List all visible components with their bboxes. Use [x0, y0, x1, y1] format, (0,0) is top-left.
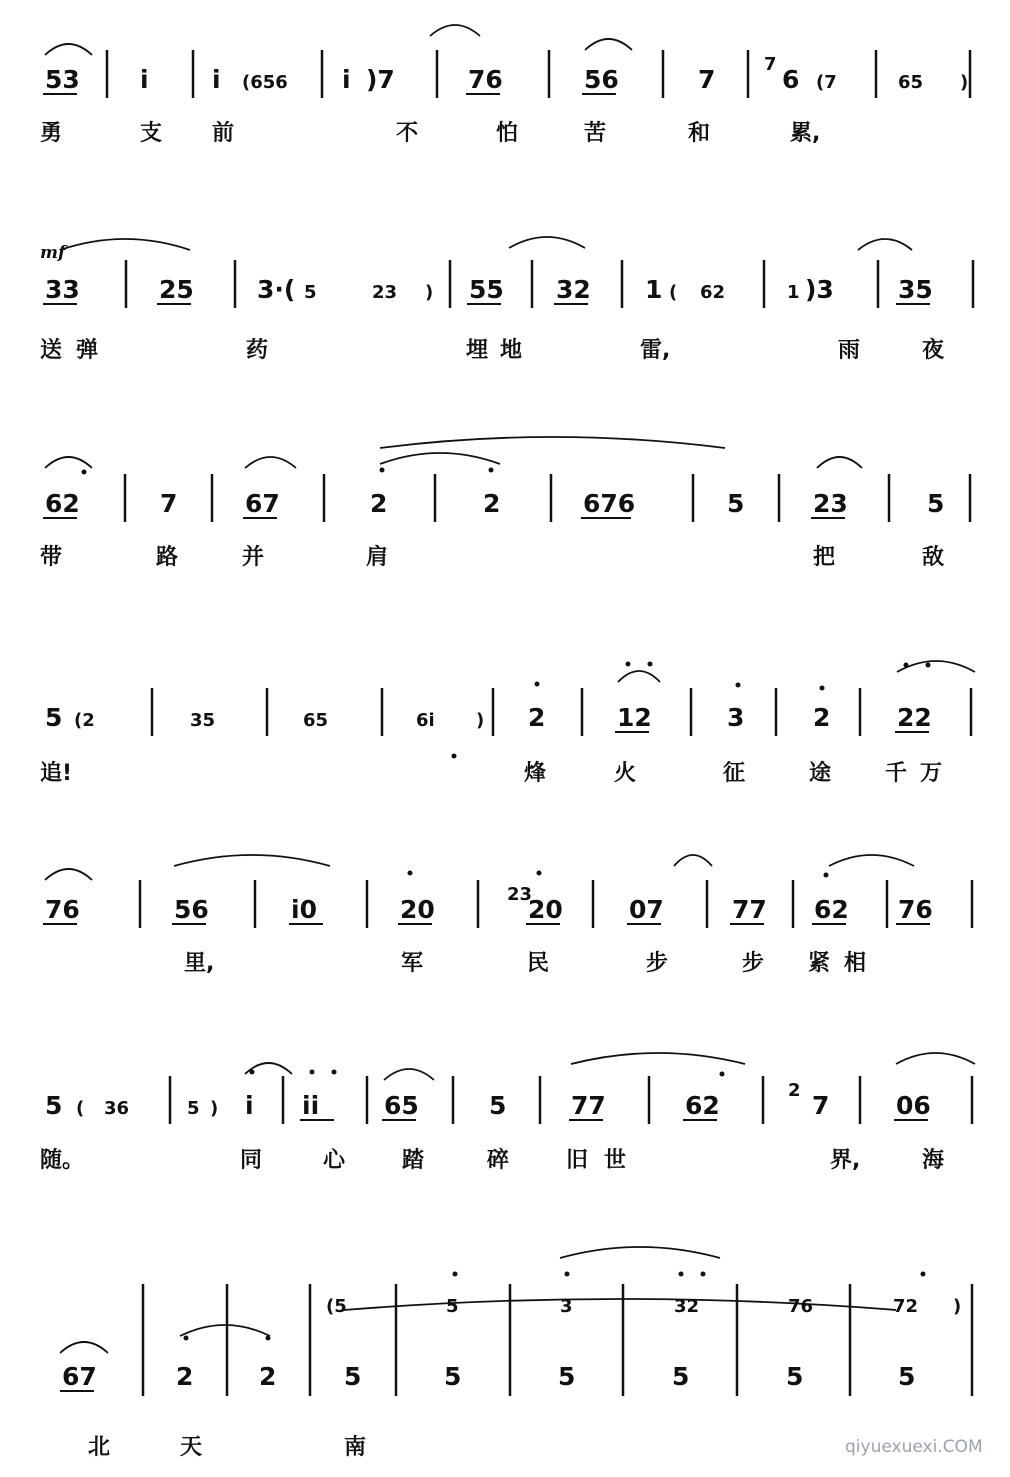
lyric-syllable: 心 [323, 1148, 346, 1173]
slur [560, 1247, 720, 1258]
slur [829, 855, 914, 866]
note-digit: 65 [303, 710, 329, 731]
lyric-syllable: 海 [922, 1148, 945, 1173]
note-digit: 36 [104, 1098, 130, 1119]
octave-dot [824, 873, 829, 878]
note-digit: 23 [372, 282, 398, 303]
note-digit: 5 [45, 703, 63, 732]
note-digit: 1 [645, 275, 663, 304]
staff-row [40, 474, 970, 570]
note-digit: 25 [159, 275, 194, 304]
note-digit: 2 [370, 489, 388, 518]
note-digit: 22 [897, 703, 932, 732]
note-digit: 5 [344, 1362, 362, 1391]
lyric-syllable: 地 [500, 338, 523, 363]
octave-dot [820, 686, 825, 691]
note-digit: 62 [700, 282, 726, 303]
slur [430, 25, 480, 36]
note-digit: 35 [898, 275, 933, 304]
note-digit: 62 [814, 895, 849, 924]
lyric-syllable: 同 [240, 1148, 263, 1173]
note-digit: 35 [190, 710, 216, 731]
octave-dot [82, 470, 87, 475]
note-digit: 33 [45, 275, 80, 304]
note-digit: 06 [896, 1091, 931, 1120]
note-digit: )3 [805, 275, 834, 304]
note-digit: 676 [583, 489, 636, 518]
lyric-syllable: 世 [604, 1148, 627, 1173]
note-digit: (7 [816, 72, 837, 93]
note-digit: (5 [326, 1296, 347, 1317]
lyric-syllable: 埋 [466, 338, 489, 363]
note-digit: 2 [176, 1362, 194, 1391]
octave-dot [332, 1070, 337, 1075]
grace-note: 2 [788, 1080, 801, 1101]
note-digit: 3·( [257, 275, 296, 304]
octave-dot [679, 1272, 684, 1277]
lyric-syllable: 步 [646, 951, 669, 976]
note-digit: 5 [672, 1362, 690, 1391]
note-digit: 76 [898, 895, 933, 924]
lyric-syllable: 天 [180, 1435, 203, 1460]
staff-row [40, 1076, 972, 1173]
slur [174, 855, 330, 866]
note-digit: 1 [787, 282, 800, 303]
lyric-syllable: 肩 [366, 545, 389, 570]
note-digit: 76 [788, 1296, 814, 1317]
octave-dot [452, 754, 457, 759]
note-digit: 07 [629, 895, 664, 924]
note-digit: 5 [489, 1091, 507, 1120]
lyric-syllable: 带 [40, 545, 63, 570]
lyric-syllable: 步 [742, 951, 765, 976]
note-digit: i [342, 65, 351, 94]
lyric-syllable: 碎 [487, 1148, 510, 1173]
lyric-syllable: 雷, [640, 338, 671, 363]
note-digit: 3 [727, 703, 745, 732]
note-digit: 67 [62, 1362, 97, 1391]
staff-row [40, 50, 970, 146]
lyric-syllable: 南 [344, 1435, 367, 1460]
note-digit: 76 [468, 65, 503, 94]
lyric-syllable: 前 [212, 121, 235, 146]
octave-dot [537, 871, 542, 876]
octave-dot [310, 1070, 315, 1075]
octave-dot [535, 682, 540, 687]
staff-row [40, 688, 971, 786]
lyric-syllable: 征 [723, 761, 746, 786]
octave-dot [648, 662, 653, 667]
lyric-syllable: 紧 [808, 951, 831, 976]
lyric-syllable: 踏 [402, 1148, 425, 1173]
grace-note: 23 [507, 884, 533, 905]
lyric-syllable: 相 [844, 951, 867, 976]
lyric-syllable: 怕 [496, 121, 519, 146]
lyric-syllable: 万 [920, 761, 943, 786]
octave-dot [453, 1272, 458, 1277]
lyric-syllable: 药 [246, 338, 269, 363]
lyric-syllable: 夜 [922, 338, 945, 363]
lyric-syllable: 把 [813, 545, 836, 570]
lyric-syllable: 支 [140, 121, 163, 146]
octave-dot [250, 1070, 255, 1075]
note-digit: 7 [160, 489, 178, 518]
note-digit: 20 [400, 895, 435, 924]
note-digit: 56 [584, 65, 619, 94]
lyric-syllable: 追! [40, 761, 73, 786]
note-digit: 5 [898, 1362, 916, 1391]
slur [618, 671, 660, 682]
slur [45, 869, 92, 880]
grace-note: 7 [764, 54, 777, 75]
note-digit: 5 [187, 1098, 200, 1119]
note-digit: 55 [469, 275, 504, 304]
slur [585, 39, 632, 50]
lyric-syllable: 军 [401, 951, 424, 976]
slur [571, 1053, 745, 1064]
octave-dot [701, 1272, 706, 1277]
note-digit: 72 [893, 1296, 919, 1317]
note-digit: 62 [45, 489, 80, 518]
lyric-syllable: 界, [830, 1148, 861, 1173]
octave-dot [926, 663, 931, 668]
note-digit: 5 [45, 1091, 63, 1120]
note-digit: 32 [674, 1296, 700, 1317]
lyric-syllable: 勇 [40, 121, 63, 146]
lyric-syllable: 里, [184, 951, 215, 976]
note-digit: 6i [416, 710, 435, 731]
lyric-syllable: 和 [688, 121, 711, 146]
slur [380, 437, 725, 448]
octave-dot [921, 1272, 926, 1277]
lyric-syllable: 路 [156, 545, 179, 570]
note-digit: 5 [786, 1362, 804, 1391]
lyric-syllable: 并 [242, 545, 265, 570]
slur [245, 457, 296, 468]
lyric-syllable: 苦 [584, 121, 607, 146]
lyric-syllable: 随。 [40, 1148, 85, 1173]
slur [674, 855, 712, 866]
note-digit: ) [476, 710, 485, 731]
note-digit: 2 [528, 703, 546, 732]
staff-row [60, 1284, 972, 1460]
slur [509, 237, 585, 248]
octave-dot [565, 1272, 570, 1277]
lyric-syllable: 民 [527, 951, 550, 976]
lyric-syllable: 弹 [76, 338, 99, 363]
lyric-syllable: 旧 [566, 1148, 589, 1173]
octave-dot [184, 1336, 189, 1341]
slur [45, 44, 92, 55]
note-digit: 12 [617, 703, 652, 732]
lyric-syllable: 千 [885, 761, 908, 786]
note-digit: 20 [528, 895, 563, 924]
note-digit: ( [669, 282, 678, 303]
note-digit: 56 [174, 895, 209, 924]
note-digit: 53 [45, 65, 80, 94]
note-digit: 77 [571, 1091, 606, 1120]
note-digit: i [245, 1091, 254, 1120]
note-digit: 5 [727, 489, 745, 518]
note-digit: 32 [556, 275, 591, 304]
staff-row [40, 243, 973, 363]
slur [344, 1299, 896, 1310]
note-digit: 7 [812, 1091, 830, 1120]
slur [817, 457, 862, 468]
note-digit: ) [960, 72, 969, 93]
note-digit: i [212, 65, 221, 94]
slur [896, 1053, 975, 1064]
note-digit: 7 [698, 65, 716, 94]
slur [380, 453, 500, 464]
slur [60, 239, 190, 250]
slur [45, 457, 92, 468]
note-digit: 5 [558, 1362, 576, 1391]
lyric-syllable: 敌 [922, 545, 945, 570]
lyric-syllable: 送 [40, 338, 63, 363]
note-digit: ) [425, 282, 434, 303]
watermark-text: qiyuexuexi.COM [845, 1437, 983, 1457]
note-digit: 2 [259, 1362, 277, 1391]
note-digit: 76 [45, 895, 80, 924]
note-digit: i [140, 65, 149, 94]
lyric-syllable: 火 [614, 761, 637, 786]
note-digit: 77 [732, 895, 767, 924]
note-digit: 5 [446, 1296, 459, 1317]
note-digit: 5 [304, 282, 317, 303]
octave-dot [489, 468, 494, 473]
octave-dot [380, 468, 385, 473]
octave-dot [720, 1072, 725, 1077]
lyric-syllable: 雨 [838, 338, 861, 363]
note-digit: ) [953, 1296, 962, 1317]
note-digit: 5 [927, 489, 945, 518]
slur [180, 1325, 270, 1336]
note-digit: (2 [74, 710, 95, 731]
octave-dot [626, 662, 631, 667]
lyric-syllable: 累, [790, 121, 821, 146]
octave-dot [904, 663, 909, 668]
dynamic-marking: mf [40, 243, 66, 263]
note-digit: (656 [242, 72, 288, 93]
lyric-syllable: 途 [809, 761, 832, 786]
octave-dot [266, 1336, 271, 1341]
note-digit: i0 [291, 895, 317, 924]
note-digit: 65 [384, 1091, 419, 1120]
note-digit: 2 [483, 489, 501, 518]
note-digit: 23 [813, 489, 848, 518]
note-digit: 62 [685, 1091, 720, 1120]
lyric-syllable: 不 [396, 121, 419, 146]
note-digit: ) [210, 1098, 219, 1119]
lyric-syllable: 烽 [524, 761, 547, 786]
slur [384, 1069, 434, 1080]
octave-dot [736, 683, 741, 688]
note-digit: ii [302, 1091, 320, 1120]
staff-row [43, 880, 972, 976]
lyric-syllable: 北 [88, 1435, 111, 1460]
note-digit: ( [76, 1098, 85, 1119]
note-digit: 65 [898, 72, 924, 93]
note-digit: 67 [245, 489, 280, 518]
slur [897, 661, 975, 672]
slur [60, 1342, 108, 1353]
note-digit: 2 [813, 703, 831, 732]
octave-dot [408, 871, 413, 876]
note-digit: 5 [444, 1362, 462, 1391]
slur [858, 239, 912, 250]
note-digit: 3 [560, 1296, 573, 1317]
note-digit: )7 [366, 65, 395, 94]
note-digit: 6 [782, 65, 800, 94]
